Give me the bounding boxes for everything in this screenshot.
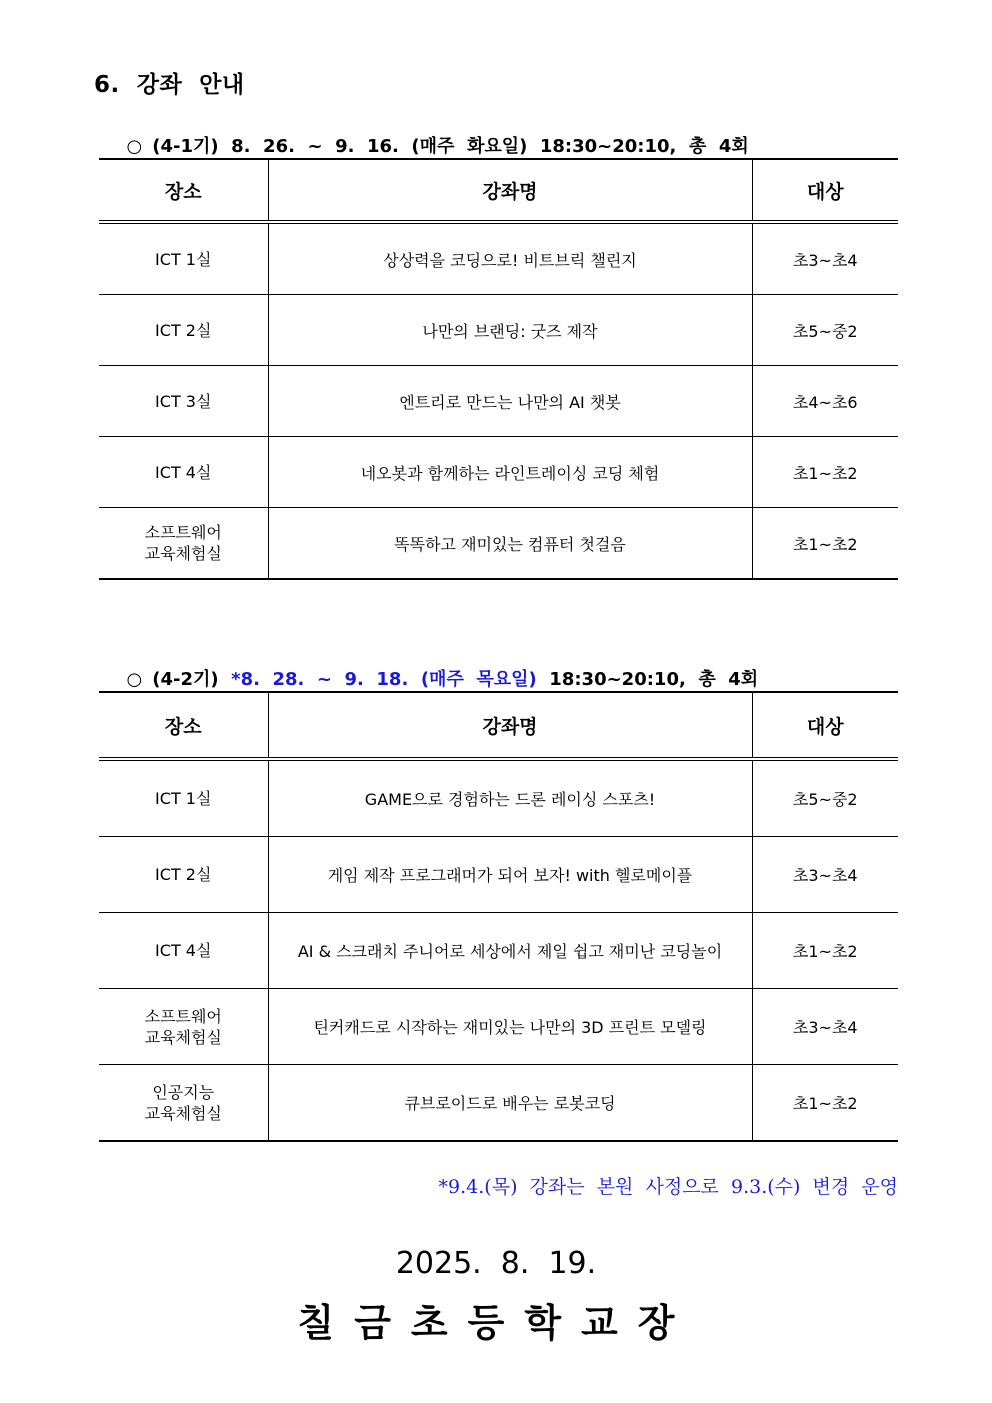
place-cell: ICT 3실 xyxy=(99,366,268,437)
target-cell: 초1~초2 xyxy=(752,913,898,989)
circle-bullet-icon: ○ xyxy=(126,669,143,690)
schedule-change-note: *9.4.(목) 강좌는 본원 사정으로 9.3.(수) 변경 운영 xyxy=(438,1176,898,1198)
target-cell: 초5~중2 xyxy=(752,759,898,837)
table-row xyxy=(99,508,898,580)
place-cell: 소프트웨어 교육체험실 xyxy=(99,508,268,580)
session-2-dates: *8. 28. ~ 9. 18. (매주 목요일) xyxy=(231,669,537,690)
header-course: 강좌명 xyxy=(268,692,752,759)
table-row xyxy=(99,437,898,508)
course-cell: 상상력을 코딩으로! 비트브릭 챌린지 xyxy=(268,222,752,295)
session-2-label: (4-2기) xyxy=(152,669,232,690)
course-cell: 똑똑하고 재미있는 컴퓨터 첫걸음 xyxy=(268,508,752,580)
header-course: 강좌명 xyxy=(268,159,752,222)
target-cell: 초3~초4 xyxy=(752,837,898,913)
table-row xyxy=(99,759,898,837)
session-2-info xyxy=(114,644,758,691)
header-place: 장소 xyxy=(99,692,268,759)
target-cell: 초3~초4 xyxy=(752,989,898,1065)
place-cell: ICT 4실 xyxy=(99,437,268,508)
header-place: 장소 xyxy=(99,159,268,222)
course-table-body xyxy=(99,222,898,579)
table-row xyxy=(99,989,898,1065)
table-header-row xyxy=(99,692,898,759)
place-cell: 인공지능 교육체험실 xyxy=(99,1065,268,1142)
course-table-session-2 xyxy=(99,691,898,1142)
course-cell: 큐브로이드로 배우는 로봇코딩 xyxy=(268,1065,752,1142)
target-cell: 초3~초4 xyxy=(752,222,898,295)
course-cell: 게임 제작 프로그래머가 되어 보자! with 헬로메이플 xyxy=(268,837,752,913)
target-cell: 초5~중2 xyxy=(752,295,898,366)
place-cell: ICT 1실 xyxy=(99,222,268,295)
table-row xyxy=(99,837,898,913)
target-cell: 초1~초2 xyxy=(752,1065,898,1142)
target-cell: 초1~초2 xyxy=(752,437,898,508)
table-row xyxy=(99,1065,898,1142)
header-target: 대상 xyxy=(752,159,898,222)
table-row xyxy=(99,222,898,295)
document-date: 2025. 8. 19. xyxy=(395,1246,597,1281)
course-cell: 엔트리로 만드는 나만의 AI 챗봇 xyxy=(268,366,752,437)
table-row xyxy=(99,913,898,989)
section-heading: 6. 강좌 안내 xyxy=(94,72,245,98)
place-cell: ICT 2실 xyxy=(99,295,268,366)
table-header-row xyxy=(99,159,898,222)
table-row xyxy=(99,295,898,366)
target-cell: 초4~초6 xyxy=(752,366,898,437)
session-1-text: (4-1기) 8. 26. ~ 9. 16. (매주 화요일) 18:30~20:10, 총 4회 xyxy=(152,136,749,157)
header-target: 대상 xyxy=(752,692,898,759)
session-2-time: 18:30~20:10, 총 4회 xyxy=(536,669,759,690)
course-cell: 네오봇과 함께하는 라인트레이싱 코딩 체험 xyxy=(268,437,752,508)
session-1-info xyxy=(114,111,749,158)
target-cell: 초1~초2 xyxy=(752,508,898,580)
place-cell: ICT 4실 xyxy=(99,913,268,989)
course-table-body xyxy=(99,759,898,1141)
course-table-session-1 xyxy=(99,158,898,580)
course-cell: 나만의 브랜딩: 굿즈 제작 xyxy=(268,295,752,366)
course-cell: GAME으로 경험하는 드론 레이싱 스포츠! xyxy=(268,759,752,837)
place-cell: 소프트웨어 교육체험실 xyxy=(99,989,268,1065)
place-cell: ICT 1실 xyxy=(99,759,268,837)
table-row xyxy=(99,366,898,437)
principal-signature: 칠금초등학교장 xyxy=(297,1301,695,1345)
course-cell: AI & 스크래치 주니어로 세상에서 제일 쉽고 재미난 코딩놀이 xyxy=(268,913,752,989)
circle-bullet-icon: ○ xyxy=(126,136,143,157)
place-cell: ICT 2실 xyxy=(99,837,268,913)
course-cell: 틴커캐드로 시작하는 재미있는 나만의 3D 프린트 모델링 xyxy=(268,989,752,1065)
